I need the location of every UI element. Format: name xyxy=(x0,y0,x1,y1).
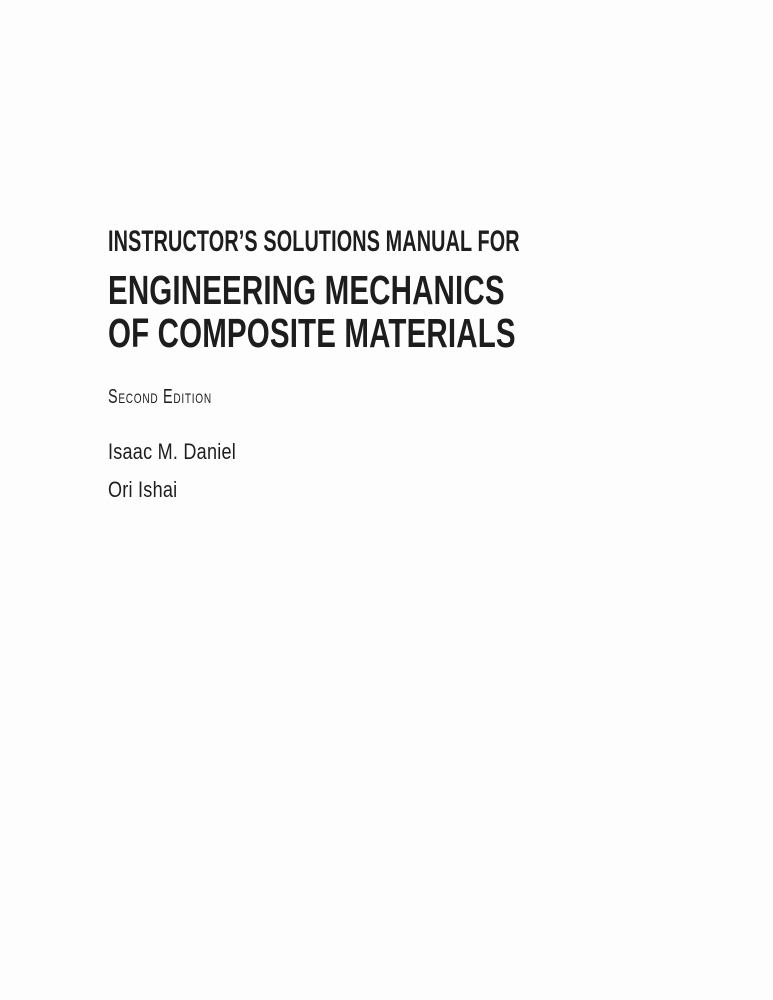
author-name-2: Ori Ishai xyxy=(108,477,178,502)
author-name-1: Isaac M. Daniel xyxy=(108,439,237,464)
book-title-line2: OF COMPOSITE MATERIALS xyxy=(108,310,516,356)
edition-label: Second Edition xyxy=(108,386,212,408)
series-heading: INSTRUCTOR’S SOLUTIONS MANUAL FOR xyxy=(108,225,520,258)
book-title-line1: ENGINEERING MECHANICS xyxy=(108,267,505,313)
